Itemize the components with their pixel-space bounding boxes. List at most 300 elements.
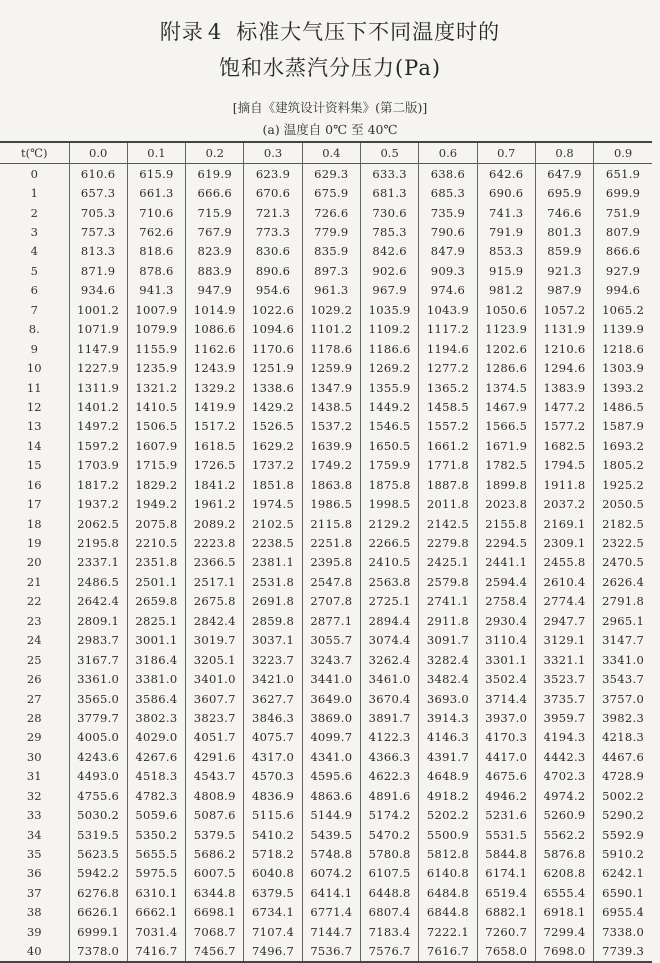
pressure-cell: 4122.3 [360,728,418,747]
pressure-cell: 3321.1 [535,650,593,669]
pressure-cell: 3891.7 [360,708,418,727]
pressure-cell: 6107.5 [360,864,418,883]
pressure-cell: 2659.8 [127,592,185,611]
pressure-cell: 721.3 [244,203,302,222]
pressure-cell: 1001.2 [69,300,127,319]
table-body [0,164,652,962]
vapor-pressure-table-container [0,141,652,963]
pressure-cell: 823.9 [186,242,244,261]
pressure-cell: 1410.5 [127,397,185,416]
pressure-cell: 2707.8 [302,592,360,611]
pressure-cell: 7698.0 [535,942,593,962]
pressure-cell: 1007.9 [127,300,185,319]
pressure-cell: 2366.5 [186,553,244,572]
pressure-cell: 4891.6 [360,786,418,805]
pressure-cell: 835.9 [302,242,360,261]
pressure-cell: 5174.2 [360,805,418,824]
pressure-cell: 1123.9 [477,320,535,339]
temperature-cell: 24 [26,633,42,648]
pressure-cell: 961.3 [302,281,360,300]
pressure-cell: 6918.1 [535,903,593,922]
pressure-cell: 1094.6 [244,320,302,339]
pressure-cell: 4493.0 [69,767,127,786]
pressure-cell: 2089.2 [186,514,244,533]
pressure-cell: 1035.9 [360,300,418,319]
pressure-cell: 859.9 [535,242,593,261]
temperature-cell: 37 [26,885,42,900]
pressure-cell: 3421.0 [244,669,302,688]
pressure-cell: 1597.2 [69,436,127,455]
pressure-cell: 6040.8 [244,864,302,883]
pressure-cell: 5260.9 [535,805,593,824]
pressure-cell: 1703.9 [69,456,127,475]
pressure-cell: 1782.5 [477,456,535,475]
pressure-cell: 7031.4 [127,922,185,941]
pressure-cell: 994.6 [594,281,652,300]
pressure-cell: 2266.5 [360,533,418,552]
table-row [0,222,652,241]
temperature-cell: 35 [26,847,42,862]
pressure-cell: 3502.4 [477,669,535,688]
pressure-cell: 2563.8 [360,572,418,591]
table-row [0,456,652,475]
pressure-cell: 1911.8 [535,475,593,494]
pressure-cell: 4267.6 [127,747,185,766]
pressure-cell: 2023.8 [477,494,535,513]
pressure-cell: 3205.1 [186,650,244,669]
pressure-cell: 909.3 [419,261,477,280]
pressure-cell: 7456.7 [186,942,244,962]
temperature-cell: 22 [26,594,42,609]
pressure-cell: 1178.6 [302,339,360,358]
pressure-cell: 2911.8 [419,611,477,630]
table-row [0,903,652,922]
pressure-cell: 2894.4 [360,611,418,630]
pressure-cell: 705.3 [69,203,127,222]
pressure-cell: 1693.2 [594,436,652,455]
pressure-cell: 4518.3 [127,767,185,786]
pressure-cell: 2594.4 [477,572,535,591]
pressure-cell: 2877.1 [302,611,360,630]
pressure-cell: 2470.5 [594,553,652,572]
pressure-cell: 1329.2 [186,378,244,397]
pressure-cell: 6999.1 [69,922,127,941]
pressure-cell: 5439.5 [302,825,360,844]
pressure-cell: 4728.9 [594,767,652,786]
pressure-cell: 6484.8 [419,883,477,902]
table-row [0,281,652,300]
pressure-cell: 5087.6 [186,805,244,824]
pressure-cell: 690.6 [477,183,535,202]
pressure-cell: 1147.9 [69,339,127,358]
pressure-cell: 1557.2 [419,417,477,436]
temperature-cell: 29 [26,730,42,745]
column-header: 0.2 [186,142,244,164]
pressure-cell: 1071.9 [69,320,127,339]
pressure-cell: 2395.8 [302,553,360,572]
pressure-cell: 773.3 [244,222,302,241]
table-row [0,397,652,416]
pressure-cell: 3982.3 [594,708,652,727]
pressure-cell: 1566.5 [477,417,535,436]
pressure-cell: 1014.9 [186,300,244,319]
pressure-cell: 5115.6 [244,805,302,824]
pressure-cell: 1737.2 [244,456,302,475]
pressure-cell: 3074.4 [360,631,418,650]
pressure-cell: 7260.7 [477,922,535,941]
pressure-cell: 2155.8 [477,514,535,533]
pressure-cell: 2842.4 [186,611,244,630]
table-row [0,533,652,552]
pressure-cell: 681.3 [360,183,418,202]
table-row [0,669,652,688]
pressure-cell: 4570.3 [244,767,302,786]
pressure-cell: 5500.9 [419,825,477,844]
pressure-cell: 4146.3 [419,728,477,747]
pressure-cell: 1194.6 [419,339,477,358]
pressure-cell: 4622.3 [360,767,418,786]
table-row [0,747,652,766]
pressure-cell: 981.2 [477,281,535,300]
table-row [0,203,652,222]
pressure-cell: 967.9 [360,281,418,300]
temperature-cell: 12 [26,399,42,414]
pressure-cell: 1227.9 [69,358,127,377]
pressure-cell: 3607.7 [186,689,244,708]
pressure-cell: 5975.5 [127,864,185,883]
pressure-cell: 2102.5 [244,514,302,533]
pressure-cell: 6771.4 [302,903,360,922]
pressure-cell: 785.3 [360,222,418,241]
pressure-cell: 2825.1 [127,611,185,630]
pressure-cell: 1497.2 [69,417,127,436]
pressure-cell: 3129.1 [535,631,593,650]
temperature-cell: 16 [26,477,42,492]
pressure-cell: 1286.6 [477,358,535,377]
pressure-cell: 6662.1 [127,903,185,922]
pressure-cell: 2774.4 [535,592,593,611]
column-header: 0.9 [594,142,652,164]
pressure-cell: 2531.8 [244,572,302,591]
table-row [0,320,652,339]
pressure-cell: 1661.2 [419,436,477,455]
pressure-cell: 853.3 [477,242,535,261]
pressure-cell: 1546.5 [360,417,418,436]
pressure-cell: 2610.4 [535,572,593,591]
pressure-cell: 4863.6 [302,786,360,805]
pressure-cell: 2741.1 [419,592,477,611]
pressure-cell: 6310.1 [127,883,185,902]
pressure-cell: 4218.3 [594,728,652,747]
temperature-cell: 8. [28,322,40,337]
pressure-cell: 2758.4 [477,592,535,611]
table-caption: (a) 温度自 0℃ 至 40℃ [262,122,398,137]
temperature-cell: 38 [26,905,42,920]
pressure-cell: 7107.4 [244,922,302,941]
pressure-cell: 3714.4 [477,689,535,708]
appendix-number: 4 [207,20,223,44]
table-row [0,436,652,455]
pressure-cell: 1243.9 [186,358,244,377]
pressure-cell: 642.6 [477,164,535,184]
pressure-cell: 2983.7 [69,631,127,650]
temperature-cell: 4 [30,244,38,259]
pressure-cell: 647.9 [535,164,593,184]
pressure-cell: 7183.4 [360,922,418,941]
pressure-cell: 1438.5 [302,397,360,416]
table-row [0,242,652,261]
pressure-cell: 715.9 [186,203,244,222]
pressure-cell: 5059.6 [127,805,185,824]
table-row [0,572,652,591]
pressure-cell: 623.9 [244,164,302,184]
temperature-cell: 2 [30,205,38,220]
pressure-cell: 813.3 [69,242,127,261]
table-row [0,183,652,202]
pressure-cell: 1629.2 [244,436,302,455]
pressure-cell: 6007.5 [186,864,244,883]
pressure-cell: 726.6 [302,203,360,222]
pressure-cell: 6174.1 [477,864,535,883]
pressure-cell: 610.6 [69,164,127,184]
pressure-cell: 4543.7 [186,767,244,786]
temperature-cell: 21 [26,574,42,589]
pressure-cell: 3186.4 [127,650,185,669]
column-header: 0.5 [360,142,418,164]
pressure-cell: 1218.6 [594,339,652,358]
pressure-cell: 1794.5 [535,456,593,475]
pressure-cell: 5144.9 [302,805,360,824]
pressure-cell: 619.9 [186,164,244,184]
pressure-cell: 5780.8 [360,844,418,863]
pressure-cell: 974.6 [419,281,477,300]
pressure-cell: 1131.9 [535,320,593,339]
table-row [0,922,652,941]
pressure-cell: 1682.5 [535,436,593,455]
pressure-cell: 5876.8 [535,844,593,863]
pressure-cell: 807.9 [594,222,652,241]
pressure-cell: 3037.1 [244,631,302,650]
pressure-cell: 2965.1 [594,611,652,630]
pressure-cell: 1251.9 [244,358,302,377]
pressure-cell: 5623.5 [69,844,127,863]
pressure-cell: 7496.7 [244,942,302,962]
pressure-cell: 1321.2 [127,378,185,397]
pressure-cell: 779.9 [302,222,360,241]
pressure-cell: 2441.1 [477,553,535,572]
pressure-cell: 902.6 [360,261,418,280]
pressure-cell: 1759.9 [360,456,418,475]
pressure-cell: 1715.9 [127,456,185,475]
pressure-cell: 4366.3 [360,747,418,766]
pressure-cell: 1086.6 [186,320,244,339]
pressure-cell: 830.6 [244,242,302,261]
temperature-cell: 40 [26,944,42,959]
pressure-cell: 3543.7 [594,669,652,688]
table-row [0,339,652,358]
pressure-cell: 890.6 [244,261,302,280]
pressure-cell: 1829.2 [127,475,185,494]
pressure-cell: 7378.0 [69,942,127,962]
pressure-cell: 4341.0 [302,747,360,766]
table-row [0,553,652,572]
temperature-cell: 30 [26,749,42,764]
pressure-cell: 1937.2 [69,494,127,513]
pressure-cell: 3223.7 [244,650,302,669]
pressure-cell: 3869.0 [302,708,360,727]
pressure-cell: 3823.7 [186,708,244,727]
pressure-cell: 3019.7 [186,631,244,650]
pressure-cell: 6276.8 [69,883,127,902]
pressure-cell: 666.6 [186,183,244,202]
table-row [0,261,652,280]
pressure-cell: 2169.1 [535,514,593,533]
pressure-cell: 1347.9 [302,378,360,397]
pressure-cell: 847.9 [419,242,477,261]
pressure-cell: 1210.6 [535,339,593,358]
temperature-cell: 9 [30,341,38,356]
pressure-cell: 657.3 [69,183,127,202]
pressure-cell: 1899.8 [477,475,535,494]
pressure-cell: 4648.9 [419,767,477,786]
pressure-cell: 2725.1 [360,592,418,611]
temperature-cell: 31 [26,769,42,784]
pressure-cell: 3779.7 [69,708,127,727]
pressure-cell: 4051.7 [186,728,244,747]
pressure-cell: 4702.3 [535,767,593,786]
table-row [0,767,652,786]
pressure-cell: 6344.8 [186,883,244,902]
pressure-cell: 1887.8 [419,475,477,494]
pressure-cell: 4005.0 [69,728,127,747]
table-row [0,786,652,805]
pressure-cell: 1587.9 [594,417,652,436]
pressure-cell: 5319.5 [69,825,127,844]
pressure-cell: 661.3 [127,183,185,202]
pressure-cell: 670.6 [244,183,302,202]
pressure-cell: 1202.6 [477,339,535,358]
pressure-cell: 1749.2 [302,456,360,475]
pressure-cell: 921.3 [535,261,593,280]
pressure-cell: 2011.8 [419,494,477,513]
table-header-row [0,142,652,164]
pressure-cell: 954.6 [244,281,302,300]
table-row [0,864,652,883]
pressure-cell: 699.9 [594,183,652,202]
pressure-cell: 1671.9 [477,436,535,455]
pressure-cell: 3693.0 [419,689,477,708]
pressure-cell: 947.9 [186,281,244,300]
pressure-cell: 3735.7 [535,689,593,708]
pressure-cell: 2501.1 [127,572,185,591]
pressure-cell: 730.6 [360,203,418,222]
pressure-cell: 2062.5 [69,514,127,533]
pressure-cell: 4808.9 [186,786,244,805]
pressure-cell: 7338.0 [594,922,652,941]
pressure-cell: 6844.8 [419,903,477,922]
pressure-cell: 1618.5 [186,436,244,455]
pressure-cell: 746.6 [535,203,593,222]
pressure-cell: 818.6 [127,242,185,261]
pressure-cell: 1506.5 [127,417,185,436]
pressure-cell: 1043.9 [419,300,477,319]
temperature-cell: 6 [30,283,38,298]
pressure-cell: 5231.6 [477,805,535,824]
table-row [0,844,652,863]
pressure-cell: 7222.1 [419,922,477,941]
pressure-cell: 1117.2 [419,320,477,339]
temperature-cell: 19 [26,536,42,551]
pressure-cell: 5942.2 [69,864,127,883]
pressure-cell: 3243.7 [302,650,360,669]
pressure-cell: 934.6 [69,281,127,300]
temperature-cell: 15 [26,458,42,473]
pressure-cell: 1022.6 [244,300,302,319]
table-row [0,728,652,747]
appendix-label: 附录 [159,20,204,44]
pressure-cell: 1650.5 [360,436,418,455]
pressure-cell: 7739.3 [594,942,652,962]
pressure-cell: 6626.1 [69,903,127,922]
pressure-cell: 3757.0 [594,689,652,708]
pressure-cell: 790.6 [419,222,477,241]
pressure-cell: 2223.8 [186,533,244,552]
pressure-cell: 2547.8 [302,572,360,591]
pressure-cell: 2410.5 [360,553,418,572]
pressure-cell: 4974.2 [535,786,593,805]
pressure-cell: 7416.7 [127,942,185,962]
column-header: 0.3 [244,142,302,164]
pressure-cell: 3627.7 [244,689,302,708]
pressure-cell: 2182.5 [594,514,652,533]
pressure-cell: 6074.2 [302,864,360,883]
pressure-cell: 741.3 [477,203,535,222]
pressure-cell: 941.3 [127,281,185,300]
pressure-cell: 7299.4 [535,922,593,941]
pressure-cell: 2691.8 [244,592,302,611]
column-header: 0.4 [302,142,360,164]
pressure-cell: 5030.2 [69,805,127,824]
pressure-cell: 1517.2 [186,417,244,436]
temperature-cell: 3 [30,225,38,240]
pressure-cell: 5844.8 [477,844,535,863]
pressure-cell: 2075.8 [127,514,185,533]
title-text: 标准大气压下不同温度时的 [236,20,501,44]
pressure-cell: 3670.4 [360,689,418,708]
pressure-cell: 5202.2 [419,805,477,824]
table-row [0,689,652,708]
pressure-cell: 1805.2 [594,456,652,475]
pressure-cell: 4946.2 [477,786,535,805]
table-row [0,164,652,184]
pressure-cell: 2947.7 [535,611,593,630]
pressure-cell: 7658.0 [477,942,535,962]
pressure-cell: 4029.0 [127,728,185,747]
pressure-cell: 4595.6 [302,767,360,786]
pressure-cell: 1235.9 [127,358,185,377]
pressure-cell: 1986.5 [302,494,360,513]
pressure-cell: 7144.7 [302,922,360,941]
table-row [0,417,652,436]
temperature-cell: 36 [26,866,42,881]
pressure-cell: 5290.2 [594,805,652,824]
pressure-cell: 1101.2 [302,320,360,339]
pressure-cell: 2238.5 [244,533,302,552]
pressure-cell: 3802.3 [127,708,185,727]
table-row [0,805,652,824]
pressure-cell: 767.9 [186,222,244,241]
pressure-cell: 6242.1 [594,864,652,883]
